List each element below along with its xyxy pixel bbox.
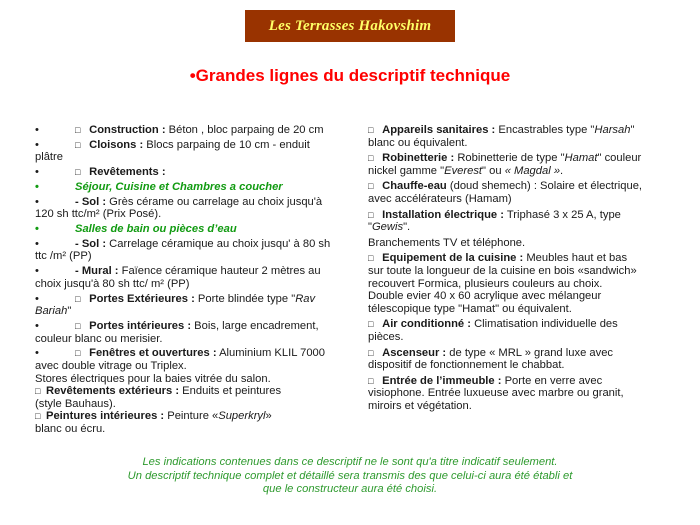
checkbox-icon: □: [368, 125, 374, 135]
checkbox-icon: □: [35, 411, 41, 422]
checkbox-icon: □: [368, 181, 374, 192]
spec-entree-immeuble: □ Entrée de l’immeuble : Porte en verre avec visiophone. Entrée luxueuse avec marbre ou granit, miroirs et végétation.: [368, 374, 624, 412]
checkbox-icon: □: [35, 386, 41, 397]
checkbox-icon: □: [368, 209, 374, 220]
checkbox-icon: □: [75, 125, 81, 135]
bullet-icon: •: [35, 320, 39, 332]
spec-chauffe-eau: □ Chauffe-eau (doud shemech) : Solaire et électrique, avec accélérateurs (Hamam): [368, 180, 643, 205]
checkbox-icon: □: [75, 348, 81, 359]
bullet-icon: •: [35, 195, 39, 208]
checkbox-icon: □: [368, 153, 374, 164]
disclaimer-line: que le constructeur aura été choisi.: [262, 483, 438, 495]
disclaimer-line: Les indications contenues dans ce descriptif ne le sont qu'a titre indicatif seulement.: [142, 456, 558, 468]
spec-robinetterie: □ Robinetterie : Robinetterie de type "Hamat" couleur nickel gamme "Everest" ou « Magdal ».: [368, 152, 642, 177]
checkbox-icon: □: [75, 293, 81, 304]
spec-construction: • □ Construction : Béton , bloc parpaing de 20 cm: [35, 124, 324, 136]
right-column: [368, 124, 688, 415]
disclaimer-line: Un descriptif technique complet et détaillé sera transmis des que celui-ci aura été établi et: [127, 469, 573, 482]
project-title: Les Terrasses Hakovshim: [268, 17, 432, 34]
bullet-icon: •: [35, 265, 39, 278]
left-column: [35, 124, 355, 438]
bullet-icon: •: [35, 166, 39, 179]
spec-portes-exterieures: • □ Portes Extérieures : Porte blindée type "Rav Bariah": [35, 292, 316, 318]
spec-stores: Stores électriques pour la baies vitrée du salon.: [35, 372, 271, 385]
spec-branchements: Branchements TV et téléphone.: [368, 236, 526, 249]
checkbox-icon: □: [75, 167, 81, 178]
bullet-icon: •: [35, 223, 39, 236]
spec-equipement-cuisine: □ Equipement de la cuisine : Meubles haut et bas sur toute la longueur de la cuisine en bois «sandwich» recouvert Formica, plusieurs couleurs au choix. Double evier 40 x 60 acrylique avec mélangeur télescopique type "Hamat" ou équivalent.: [368, 252, 637, 315]
bullet-icon: •: [35, 180, 39, 193]
bullet-icon: •: [35, 347, 39, 360]
section-sejour: • Séjour, Cuisine et Chambres a coucher: [35, 180, 283, 193]
spec-cloisons: • □ Cloisons : Blocs parpaing de 10 cm - enduit plâtre: [35, 138, 310, 164]
bullet-icon: •: [35, 138, 39, 151]
spec-mural: • - Mural : Faïence céramique hauteur 2 mètres au choix jusqu'à 80 sh ttc/ m² (PP): [35, 265, 321, 290]
checkbox-icon: □: [75, 321, 81, 331]
spec-ascenseur: □ Ascenseur : de type « MRL » grand luxe avec dispositif de fonctionnement le chabbat.: [368, 346, 614, 372]
spec-peintures-interieures: □ Peintures intérieures : Peinture «Superkryl»: [35, 410, 272, 423]
checkbox-icon: □: [368, 347, 374, 358]
spec-fenetres: • □ Fenêtres et ouvertures : Aluminium KLIL 7000 avec double vitrage ou Triplex. Stores électriques pour la baies vitrée du salon. □ Revêtements extérieurs : Enduits et peintures (style Bauhaus). □ Peintures intérieures : Peinture «Superkryl» blanc ou écru.: [35, 347, 355, 435]
disclaimer: [0, 456, 700, 497]
spec-installation-electrique: □ Installation électrique : Triphasé 3 x 25 A, type "Gewis".: [368, 208, 621, 234]
spec-portes-interieures: • □ Portes intérieures : Bois, large encadrement, couleur blanc ou merisier.: [35, 320, 319, 345]
title-banner: [245, 10, 455, 42]
bullet-icon: •: [35, 237, 39, 250]
checkbox-icon: □: [368, 375, 374, 386]
bullet-icon: •: [35, 292, 39, 305]
checkbox-icon: □: [368, 319, 374, 330]
spec-air-conditionne: □ Air conditionné : Climatisation individuelle des pièces.: [368, 318, 618, 343]
spec-sol-sejour: • - Sol : Grès cérame ou carrelage au choix jusqu'à 120 sh ttc/m² (Prix Posé).: [35, 195, 323, 221]
spec-revetements: • □ Revêtements :: [35, 166, 166, 179]
spec-sol-sdb: • - Sol : Carrelage céramique au choix jusqu' à 80 sh ttc /m² (PP): [35, 237, 331, 263]
spec-appareils-sanitaires: □ Appareils sanitaires : Encastrables type "Harsah" blanc ou équivalent.: [368, 124, 635, 149]
checkbox-icon: □: [368, 253, 374, 264]
bullet-icon: •: [35, 124, 39, 136]
section-salles-de-bain: • Salles de bain ou pièces d’eau: [35, 223, 237, 236]
spec-revetements-exterieurs: □ Revêtements extérieurs : Enduits et peintures: [35, 385, 282, 398]
section-heading: •Grandes lignes du descriptif technique: [189, 66, 511, 85]
checkbox-icon: □: [75, 139, 81, 150]
